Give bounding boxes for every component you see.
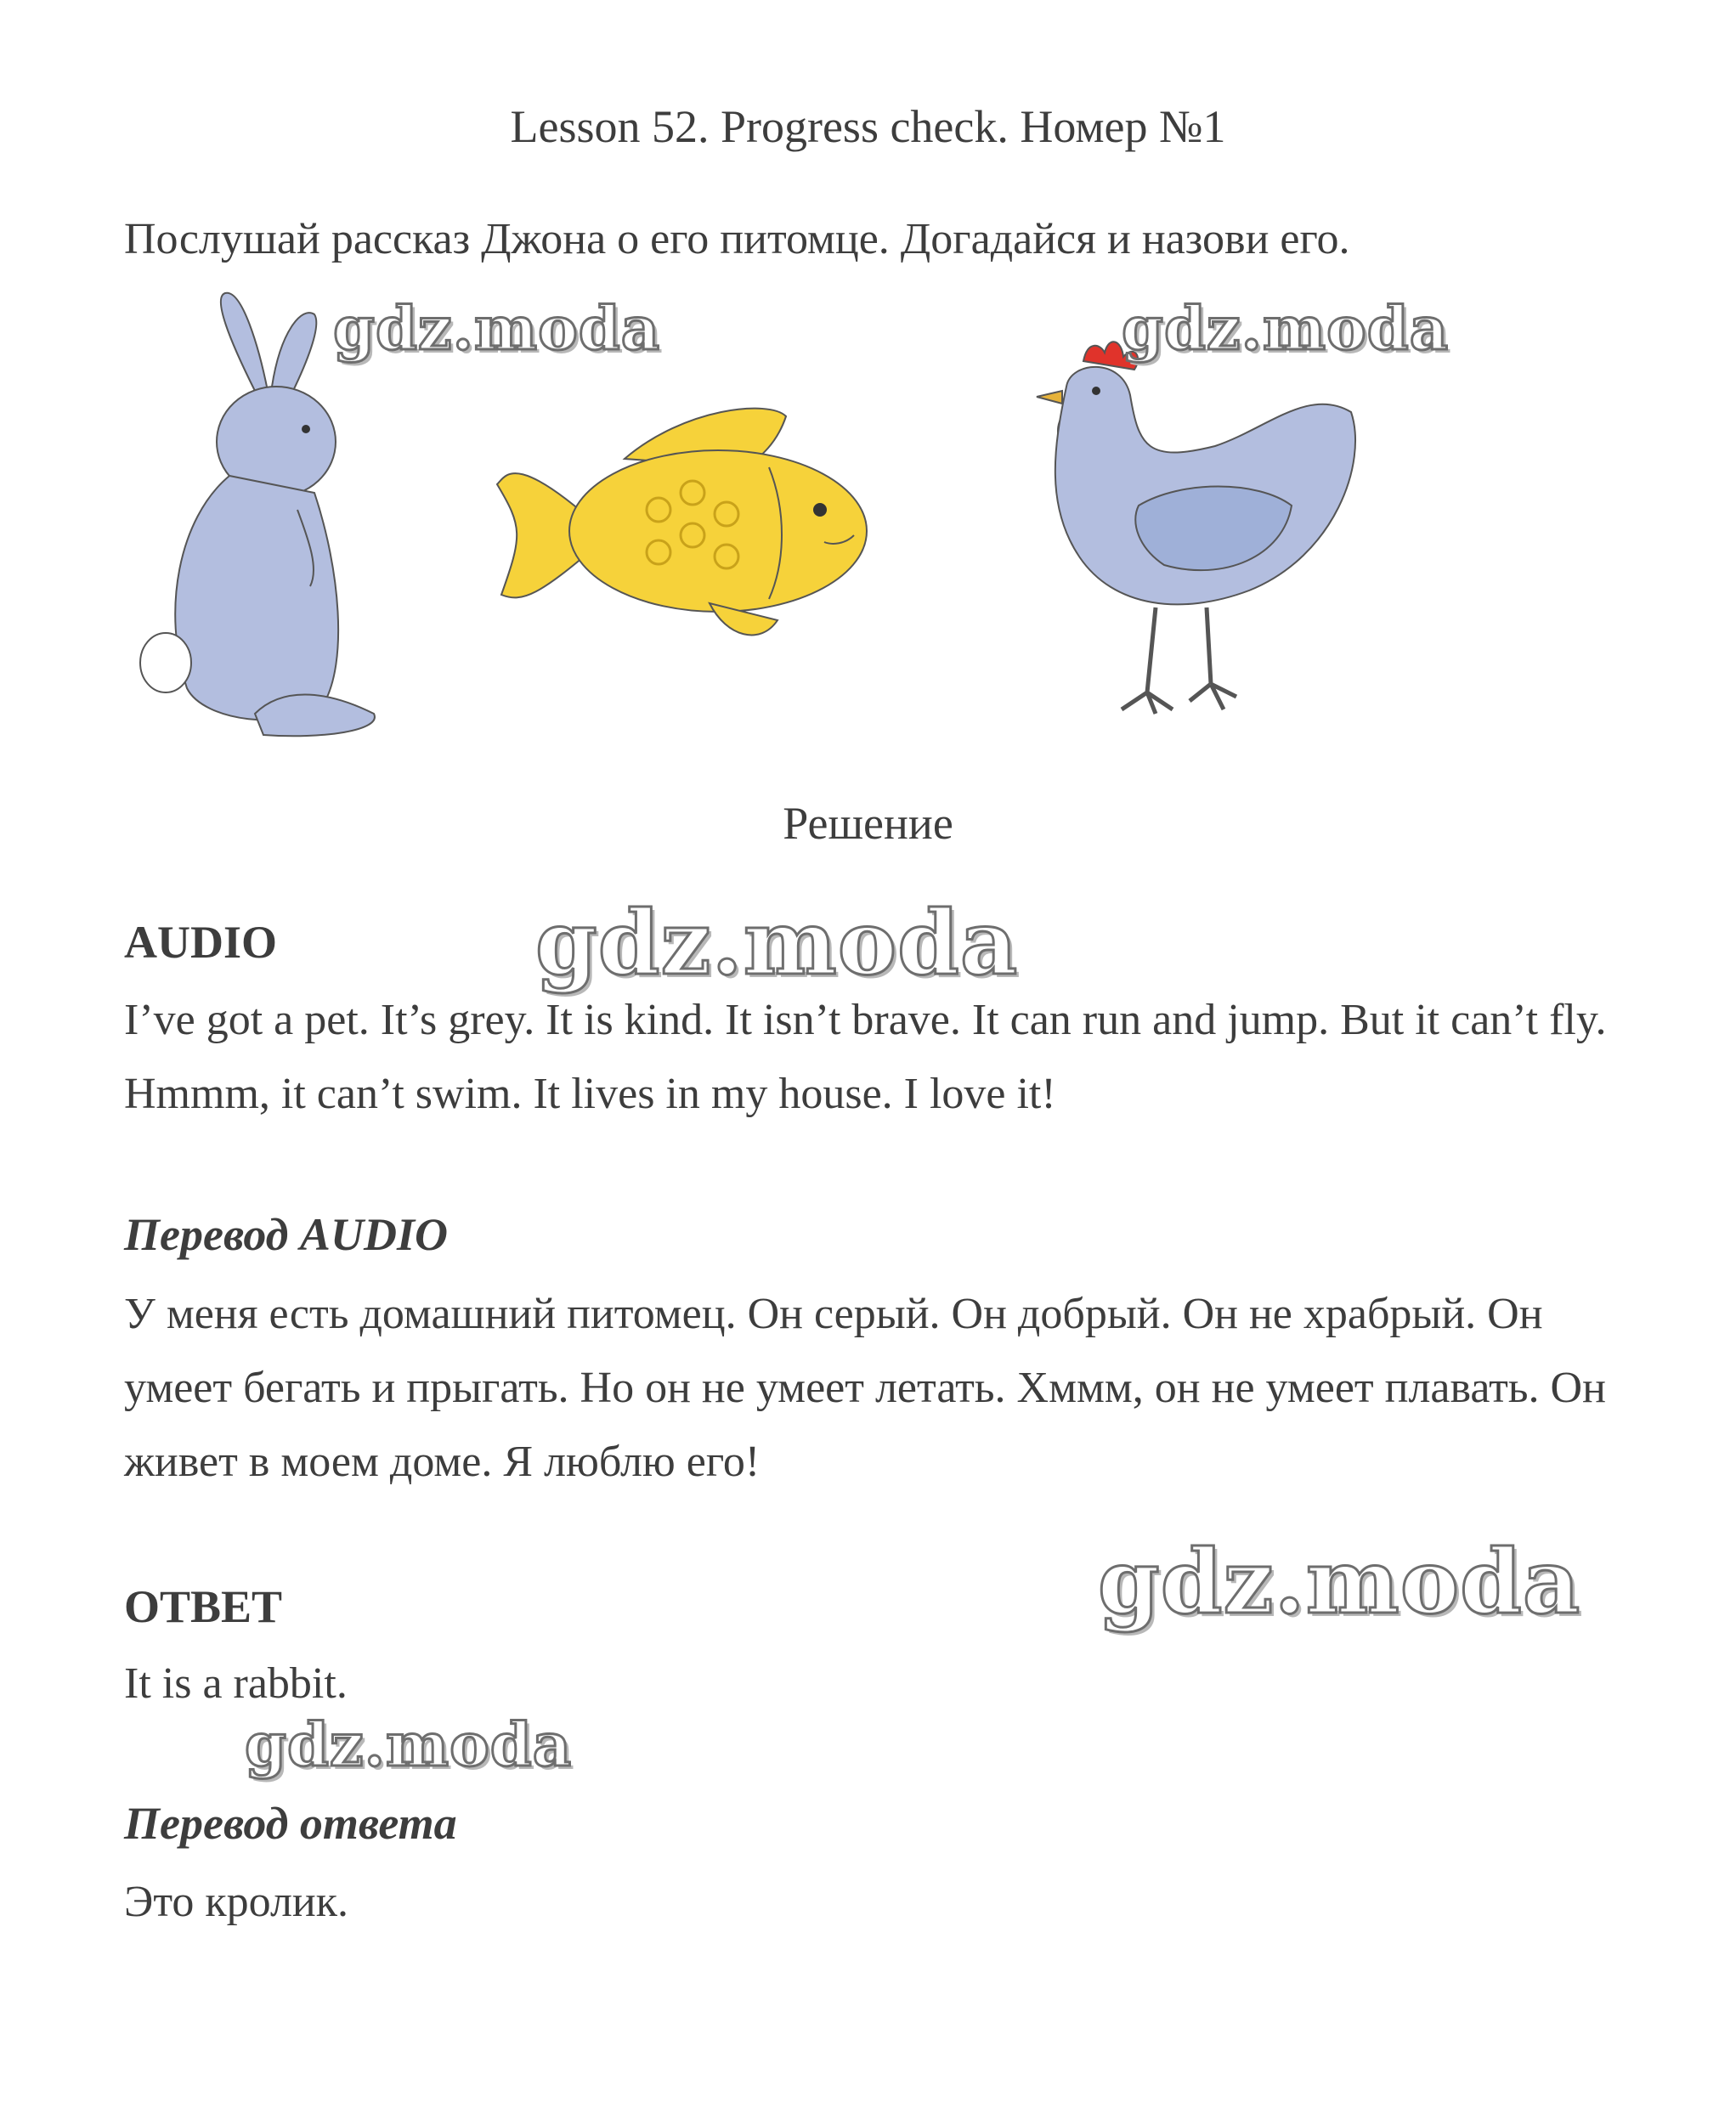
watermark: gdz.moda bbox=[245, 1709, 573, 1780]
solution-label: Решение bbox=[783, 798, 953, 849]
audio-heading: AUDIO bbox=[124, 917, 278, 968]
audio-translation-heading: Перевод AUDIO bbox=[124, 1209, 448, 1260]
hen-illustration bbox=[1028, 336, 1377, 726]
watermark: gdz.moda bbox=[333, 293, 661, 364]
audio-translation-text: У меня есть домашний питомец. Он серый. Он добрый. Он не храбрый. Он умеет бегать и прыгать. Но он не умеет летать. Хммм, он не умеет плавать. Он живет в моем доме. Я люблю его! bbox=[124, 1290, 1606, 1486]
answer-translation-heading: Перевод ответа bbox=[124, 1798, 457, 1849]
audio-text: I’ve got a pet. It’s grey. It is kind. It isn’t brave. It can run and jump. But it can’t fly. Hmmm, it can’t swim. It lives in my house. I love it! bbox=[124, 996, 1607, 1118]
answer-heading: ОТВЕТ bbox=[124, 1581, 283, 1632]
answer-translation-text: Это кролик. bbox=[124, 1878, 348, 1926]
watermark: gdz.moda bbox=[1122, 293, 1450, 364]
page-title: Lesson 52. Progress check. Номер №1 bbox=[510, 101, 1226, 152]
task-instruction: Послушай рассказ Джона о его питомце. Догадайся и назови его. bbox=[124, 215, 1350, 263]
answer-text: It is a rabbit. bbox=[124, 1659, 348, 1708]
watermark: gdz.moda bbox=[1098, 1529, 1581, 1634]
watermark: gdz.moda bbox=[535, 890, 1019, 995]
goldfish-illustration bbox=[489, 399, 879, 654]
